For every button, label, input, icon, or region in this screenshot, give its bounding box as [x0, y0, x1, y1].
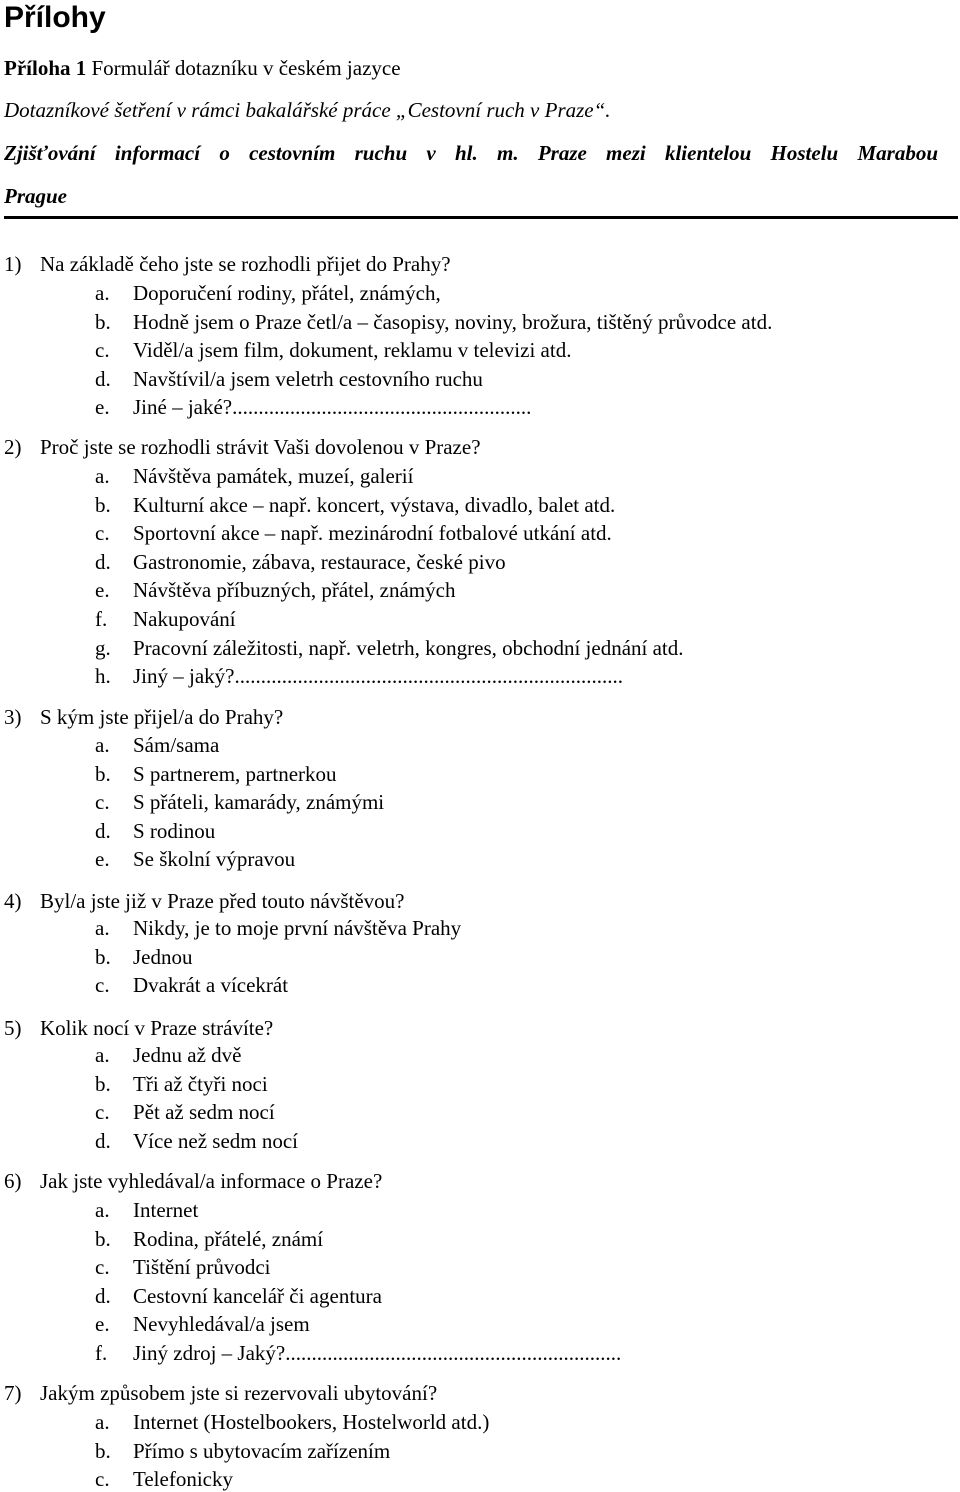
answer-option [0, 789, 960, 815]
question-number: 5) [4, 1016, 22, 1040]
answer-option [0, 1438, 960, 1464]
option-text: Telefonicky [133, 1467, 233, 1492]
answer-option [0, 1099, 960, 1125]
option-letter: g. [95, 635, 111, 660]
option-text: Pět až sedm nocí [133, 1100, 275, 1125]
question-number: 4) [4, 889, 22, 913]
answer-option [0, 1311, 960, 1337]
answer-option [0, 606, 960, 632]
option-letter: a. [95, 916, 110, 940]
option-text: Dvakrát a vícekrát [133, 973, 289, 998]
answer-option [0, 309, 960, 335]
attachment-label: Příloha 1 [4, 56, 87, 80]
option-letter: c. [95, 338, 110, 363]
answer-option [0, 1226, 960, 1252]
option-text: Nakupování [133, 607, 236, 631]
option-text: Návštěva příbuzných, přátel, známých [133, 578, 456, 603]
option-letter: e. [95, 847, 110, 872]
attachment-title: Formulář dotazníku v českém jazyce [86, 56, 401, 80]
option-letter: h. [95, 664, 111, 689]
question-number: 1) [4, 252, 22, 276]
option-text: S rodinou [133, 818, 216, 843]
question-text: Na základě čeho jste se rozhodli přijet do Prahy? [40, 252, 451, 276]
option-text: Nevyhledával/a jsem [133, 1312, 310, 1337]
option-letter: d. [95, 366, 111, 391]
option-letter: c. [95, 521, 110, 546]
question-5 [0, 1015, 960, 1041]
option-letter: d. [95, 818, 111, 843]
answer-option [0, 635, 960, 661]
answer-option [0, 1197, 960, 1223]
option-text: S partnerem, partnerkou [133, 761, 337, 786]
question-7 [0, 1380, 960, 1406]
answer-option [0, 577, 960, 603]
answer-option [0, 492, 960, 518]
option-text: Jiné – jaké?......................................................... [133, 395, 532, 420]
option-letter: d. [95, 1283, 111, 1308]
answer-option [0, 1042, 960, 1068]
answer-option [0, 732, 960, 758]
answer-option [0, 761, 960, 787]
question-1 [0, 251, 960, 277]
option-text: Hodně jsem o Praze četl/a – časopisy, noviny, brožura, tištěný průvodce atd. [133, 309, 773, 334]
answer-option [0, 915, 960, 941]
option-text: Viděl/a jsem film, dokument, reklamu v televizi atd. [133, 338, 572, 363]
option-letter: a. [95, 281, 110, 305]
answer-option [0, 1071, 960, 1097]
answer-option [0, 1409, 960, 1435]
option-letter: a. [95, 733, 110, 757]
answer-option [0, 818, 960, 844]
question-number: 2) [4, 435, 22, 459]
question-3 [0, 704, 960, 730]
answer-option [0, 1254, 960, 1280]
option-text: Tištění průvodci [133, 1255, 271, 1280]
question-number: 3) [4, 705, 22, 729]
option-text: Cestovní kancelář či agentura [133, 1283, 382, 1308]
option-text: Nikdy, je to moje první návštěva Prahy [133, 916, 462, 940]
question-text: Byl/a jste již v Praze před touto návštěvou? [40, 889, 405, 913]
answer-option [0, 337, 960, 363]
option-text: Více než sedm nocí [133, 1128, 299, 1153]
option-text: Sám/sama [133, 733, 220, 757]
question-text: Kolik nocí v Praze strávíte? [40, 1016, 274, 1040]
answer-option [0, 280, 960, 306]
option-text: Pracovní záležitosti, např. veletrh, kongres, obchodní jednání atd. [133, 635, 684, 660]
option-text: Kulturní akce – např. koncert, výstava, divadlo, balet atd. [133, 492, 616, 517]
answer-option [0, 846, 960, 872]
answer-option [0, 520, 960, 546]
answer-option [0, 944, 960, 970]
option-text: Jiný zdroj – Jaký?................................................................ [133, 1341, 622, 1365]
option-letter: c. [95, 1255, 110, 1280]
option-text: Navštívil/a jsem veletrh cestovního ruchu [133, 366, 483, 391]
option-letter: f. [95, 607, 108, 631]
option-letter: b. [95, 1071, 111, 1096]
answer-option [0, 972, 960, 998]
option-letter: a. [95, 1043, 110, 1067]
question-text: Jakým způsobem jste si rezervovali ubytování? [40, 1381, 438, 1405]
answer-option [0, 394, 960, 420]
option-letter: a. [95, 1410, 110, 1434]
option-letter: f. [95, 1341, 108, 1365]
answer-option [0, 1340, 960, 1366]
option-letter: e. [95, 395, 110, 420]
answer-option [0, 366, 960, 392]
main-title-line-1: Zjišťování informací o cestovním ruchu v hl. m. Praze mezi klientelou Hostelu Marabou [4, 141, 938, 165]
survey-subtitle: Dotazníkové šetření v rámci bakalářské práce „Cestovní ruch v Praze“. [4, 98, 611, 122]
option-letter: b. [95, 309, 111, 334]
option-letter: c. [95, 973, 110, 998]
answer-option [0, 1466, 960, 1492]
option-letter: d. [95, 549, 111, 574]
option-letter: e. [95, 1312, 110, 1337]
option-letter: b. [95, 1438, 111, 1463]
option-text: Sportovní akce – např. mezinárodní fotbalové utkání atd. [133, 521, 612, 546]
option-text: Doporučení rodiny, přátel, známých, [133, 281, 441, 305]
answer-option [0, 549, 960, 575]
option-text: Gastronomie, zábava, restaurace, české pivo [133, 549, 506, 574]
question-text: Jak jste vyhledával/a informace o Praze? [40, 1169, 383, 1193]
option-letter: c. [95, 790, 110, 815]
question-4 [0, 888, 960, 914]
option-text: Jiný – jaký?.......................................................................... [133, 664, 623, 689]
option-letter: b. [95, 1226, 111, 1251]
question-number: 7) [4, 1381, 22, 1405]
answer-option [0, 1128, 960, 1154]
question-text: Proč jste se rozhodli strávit Vaši dovolenou v Praze? [40, 435, 481, 459]
option-text: Internet (Hostelbookers, Hostelworld atd.) [133, 1410, 490, 1434]
option-letter: b. [95, 761, 111, 786]
option-letter: b. [95, 944, 111, 969]
option-letter: e. [95, 578, 110, 603]
option-letter: d. [95, 1128, 111, 1153]
answer-option [0, 463, 960, 489]
answer-option [0, 1283, 960, 1309]
option-letter: b. [95, 492, 111, 517]
page-title: Přílohy [4, 1, 106, 34]
option-text: S přáteli, kamarády, známými [133, 790, 385, 815]
question-6 [0, 1168, 960, 1194]
option-text: Návštěva památek, muzeí, galerií [133, 464, 414, 488]
option-letter: a. [95, 1198, 110, 1222]
question-text: S kým jste přijel/a do Prahy? [40, 705, 284, 729]
option-text: Rodina, přátelé, známí [133, 1226, 324, 1251]
option-text: Jednou [133, 944, 193, 969]
option-text: Tři až čtyři noci [133, 1071, 268, 1096]
option-letter: c. [95, 1467, 110, 1492]
attachment-heading [4, 55, 401, 81]
option-letter: c. [95, 1100, 110, 1125]
question-number: 6) [4, 1169, 22, 1193]
title-divider [4, 216, 958, 219]
question-2 [0, 434, 960, 460]
option-text: Se školní výpravou [133, 847, 296, 872]
main-title-line-2: Prague [4, 184, 67, 208]
answer-option [0, 663, 960, 689]
option-letter: a. [95, 464, 110, 488]
option-text: Přímo s ubytovacím zařízením [133, 1438, 391, 1463]
option-text: Jednu až dvě [133, 1043, 242, 1067]
option-text: Internet [133, 1198, 199, 1222]
